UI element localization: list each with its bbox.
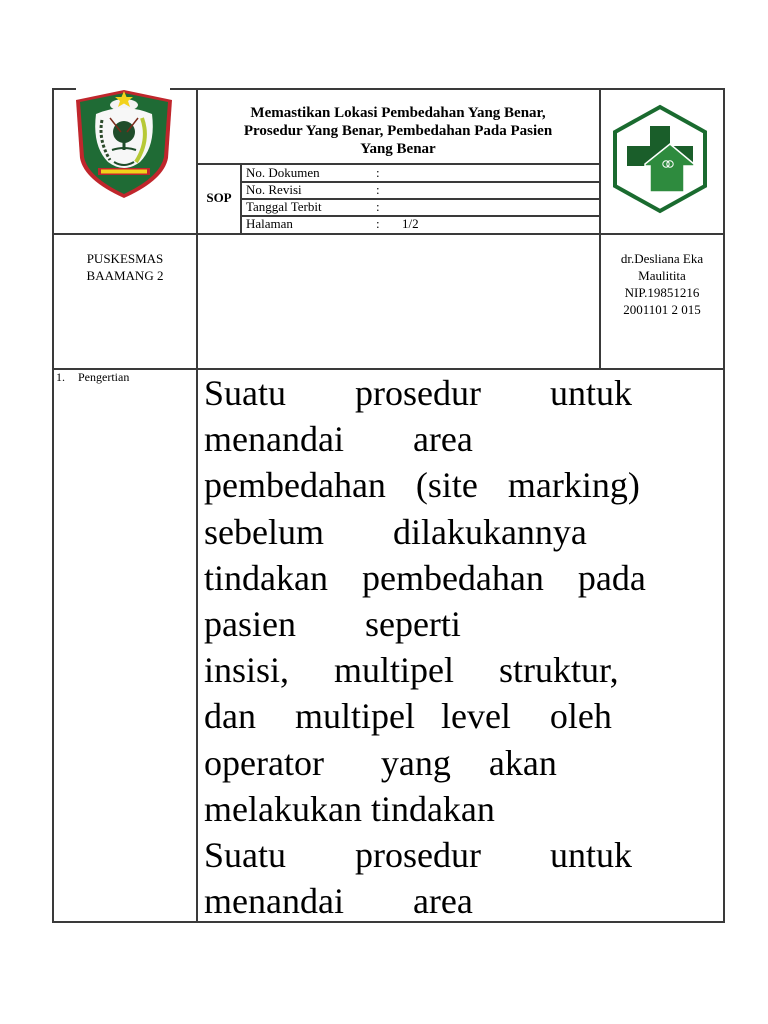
signatory-nip-line-1: NIP.19851216	[624, 285, 700, 300]
meta-separator: :	[376, 165, 380, 180]
signatory-nip-line-2: 2001101 2 015	[623, 302, 701, 317]
meta-label: No. Revisi	[246, 182, 302, 197]
signatory-name-line-1: dr.Desliana Eka	[620, 251, 704, 266]
meta-row-halaman	[246, 215, 419, 232]
meta-row-tanggal-terbit	[246, 198, 404, 215]
meta-separator: :	[376, 216, 380, 231]
organization-name	[56, 250, 194, 284]
document-title	[198, 104, 598, 158]
document-title-line-1: Memastikan Lokasi Pembedahan Yang Benar,	[250, 105, 546, 121]
table-border-right	[723, 88, 725, 923]
body-line: pasien seperti	[204, 603, 461, 644]
meta-value: 1/2	[402, 216, 419, 231]
meta-row-no-dokumen	[246, 164, 404, 181]
signatory-name-line-2: Maulitita	[638, 268, 686, 283]
body-line: pembedahan (site marking)	[204, 465, 640, 506]
meta-label: No. Dokumen	[246, 165, 320, 180]
signatory-block	[603, 250, 721, 318]
body-line: Suatu prosedur untuk	[204, 834, 632, 875]
body-line: Suatu prosedur untuk	[204, 373, 632, 413]
body-line: operator yang akan	[204, 742, 557, 783]
meta-label: Halaman	[246, 216, 293, 231]
organization-line-2: BAAMANG 2	[86, 268, 164, 283]
meta-label: Tanggal Terbit	[246, 199, 322, 214]
body-line: sebelum dilakukannya	[204, 511, 587, 552]
meta-separator: :	[376, 182, 380, 197]
puskesmas-cross-hexagon-icon	[610, 104, 710, 214]
section-title: Pengertian	[78, 370, 130, 384]
regional-emblem-icon	[74, 88, 174, 200]
body-line: dan multipel level oleh	[204, 696, 612, 737]
sop-label: SOP	[206, 190, 232, 205]
table-border-top-left	[52, 88, 76, 90]
body-line: melakukan tindakan	[204, 788, 495, 829]
document-title-line-2: Prosedur Yang Benar, Pembedahan Pada Pasien	[243, 123, 553, 139]
body-line: tindakan pembedahan pada	[204, 557, 646, 598]
column-divider-1	[196, 88, 198, 923]
body-line: menandai area	[204, 881, 473, 922]
document-title-line-3: Yang Benar	[360, 141, 436, 157]
organization-line-1: PUSKESMAS	[86, 251, 164, 266]
body-line: insisi, multipel struktur,	[204, 650, 619, 691]
table-border-left	[52, 88, 54, 923]
body-line: menandai area	[204, 419, 473, 460]
section-number: 1.	[56, 370, 65, 384]
column-divider-2	[599, 88, 601, 369]
meta-row-no-revisi	[246, 181, 404, 198]
meta-separator: :	[376, 199, 380, 214]
section-label-pengertian	[56, 369, 129, 385]
section-body-pengertian	[204, 370, 714, 924]
row-divider-header	[52, 233, 725, 235]
table-border-top-right	[170, 88, 725, 90]
